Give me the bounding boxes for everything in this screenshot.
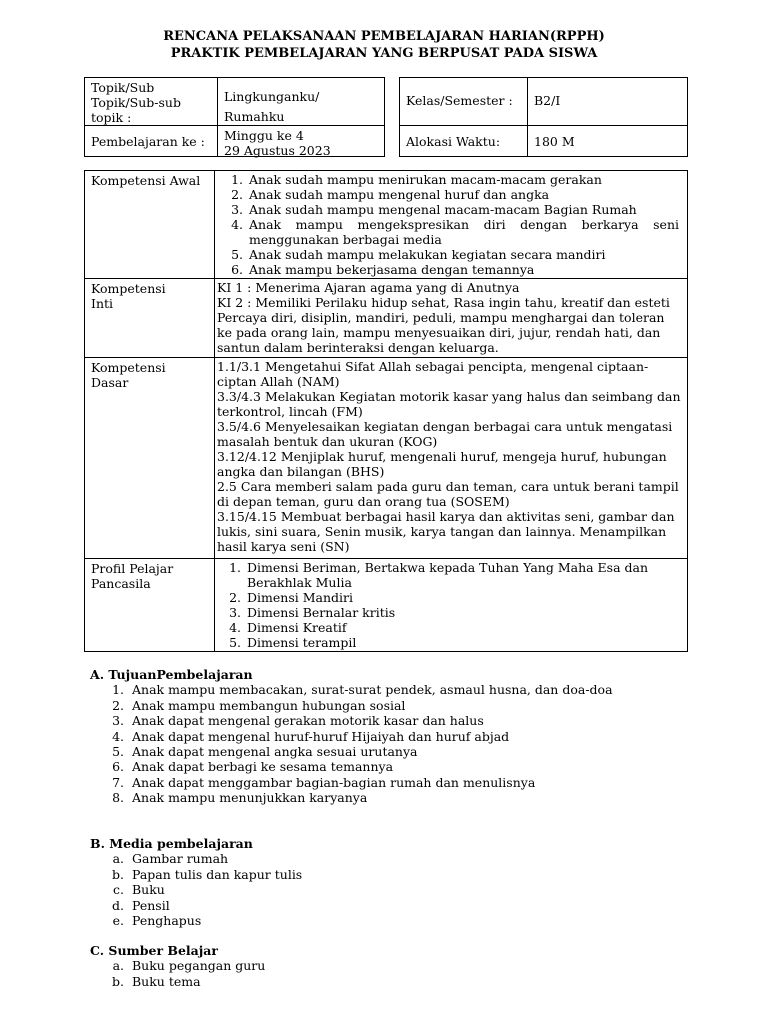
ki2-text: KI 2 : Memiliki Perilaku hidup sehat, Rasa ingin tahu, kreatif dan esteti Percaya diri, disiplin, mandiri, peduli, mampu menghargai dan toleran ke pada orang lain, mampu menyesuaikan diri, jujur, rendah hati, dan santun dalam berinteraksi dengan keluarga. [217, 295, 670, 355]
list-item: 4. Anak dapat mengenal huruf-huruf Hijaiyah dan huruf abjad [112, 728, 510, 744]
pembelajaran-value [217, 125, 385, 157]
list-item: a. Gambar rumah [112, 851, 229, 867]
topik-value-line1: Lingkunganku/ [224, 89, 320, 104]
list-item: e. Penghapus [112, 913, 202, 929]
alokasi-label: Alokasi Waktu: [399, 125, 528, 157]
kd-item: 3.3/4.3 Melakukan Kegiatan motorik kasar yang halus dan seimbang dan terkontrol, lincah (FM) [217, 389, 681, 419]
kompetensi-inti-label [84, 278, 215, 358]
topik-value-line2: Rumahku [224, 109, 285, 124]
kompetensi-inti-label-line1: Kompetensi [91, 281, 166, 296]
kompetensi-dasar-label-line1: Kompetensi [91, 360, 166, 375]
list-item: 4. Dimensi Kreatif [229, 620, 347, 635]
document-subtitle: PRAKTIK PEMBELAJARAN YANG BERPUSAT PADA SISWA [170, 46, 598, 61]
kompetensi-awal-content [214, 170, 688, 279]
profil-label-line1: Profil Pelajar [91, 561, 174, 576]
list-item: 6. Anak dapat berbagi ke sesama temannya [112, 759, 394, 775]
profil-label-line2: Pancasila [91, 576, 151, 591]
kelas-value: B2/I [527, 77, 688, 126]
list-item: 7. Anak dapat menggambar bagian-bagian rumah dan menulisnya [112, 774, 536, 790]
list-item: 3. Dimensi Bernalar kritis [229, 605, 396, 620]
list-item: 2. Anak sudah mampu mengenal huruf dan angka [231, 187, 550, 202]
list-item: 5. Anak dapat mengenal angka sesuai urutanya [112, 744, 418, 760]
list-item: 2. Anak mampu membangun hubungan sosial [112, 697, 406, 713]
list-item: c. Buku [113, 882, 165, 898]
list-item: 6. Anak mampu bekerjasama dengan temannya [231, 262, 535, 277]
tujuan-title: A. TujuanPembelajaran [90, 667, 253, 682]
list-item: 3. Anak sudah mampu mengenal macam-macam Bagian Rumah [231, 202, 637, 217]
media-section [90, 836, 710, 928]
list-item: b. Buku tema [112, 973, 201, 989]
list-item: b. Papan tulis dan kapur tulis [112, 866, 303, 882]
pembelajaran-value-line2: 29 Agustus 2023 [224, 143, 331, 158]
list-item: 2. Dimensi Mandiri [229, 590, 353, 605]
profil-label [84, 558, 215, 652]
list-item: d. Pensil [112, 897, 170, 913]
topik-label: Topik/Sub Topik/Sub-sub topik : [84, 77, 218, 126]
tujuan-section [90, 667, 710, 806]
sumber-title: C. Sumber Belajar [90, 943, 218, 958]
document-title: RENCANA PELAKSANAAN PEMBELAJARAN HARIAN(RPPH) [163, 29, 605, 44]
list-item: 1. Dimensi Beriman, Bertakwa kepada Tuhan Yang Maha Esa dan Berakhlak Mulia [229, 560, 649, 590]
topik-value [217, 77, 385, 126]
kd-item: 3.5/4.6 Menyelesaikan kegiatan dengan berbagai cara untuk mengatasi masalah bentuk dan ukuran (KOG) [217, 419, 673, 449]
kompetensi-dasar-label [84, 357, 215, 559]
kd-item: 3.12/4.12 Menjiplak huruf, mengenali huruf, mengeja huruf, hubungan angka dan bilangan (BHS) [217, 449, 667, 479]
list-item: 8. Anak mampu menunjukkan karyanya [112, 790, 368, 806]
kd-item: 1.1/3.1 Mengetahui Sifat Allah sebagai pencipta, mengenal ciptaan-ciptan Allah (NAM) [217, 359, 649, 389]
list-item: 5. Dimensi terampil [229, 635, 357, 650]
sumber-section [90, 943, 710, 989]
list-item: 3. Anak dapat mengenal gerakan motorik kasar dan halus [112, 713, 484, 729]
list-item: 1. Anak sudah mampu menirukan macam-macam gerakan [231, 172, 602, 187]
media-title: B. Media pembelajaran [90, 836, 253, 851]
ki1-text: KI 1 : Menerima Ajaran agama yang di Anutnya [217, 280, 520, 295]
kd-item: 2.5 Cara memberi salam pada guru dan teman, cara untuk berani tampil di depan teman, guru dan orang tua (SOSEM) [217, 479, 679, 509]
list-item: 4. Anak mampu mengekspresikan diri dengan berkarya seni menggunakan berbagai media [231, 217, 679, 247]
kompetensi-inti-label-line2: Inti [91, 296, 114, 311]
kelas-label: Kelas/Semester : [399, 77, 528, 126]
kd-item: 3.15/4.15 Membuat berbagai hasil karya dan aktivitas seni, gambar dan lukis, sini suara, Senin musik, karya tangan dan lainnya. Menampilkan hasil karya seni (SN) [217, 509, 675, 554]
list-item: 5. Anak sudah mampu melakukan kegiatan secara mandiri [231, 247, 606, 262]
kompetensi-dasar-content [214, 357, 688, 559]
kompetensi-dasar-label-line2: Dasar [91, 375, 129, 390]
pembelajaran-label: Pembelajaran ke : [84, 125, 218, 157]
kompetensi-awal-label: Kompetensi Awal [84, 170, 215, 279]
list-item: a. Buku pegangan guru [112, 958, 266, 974]
list-item: 1. Anak mampu membacakan, surat-surat pendek, asmaul husna, dan doa-doa [112, 682, 613, 698]
profil-content [214, 558, 688, 652]
pembelajaran-value-line1: Minggu ke 4 [224, 128, 304, 143]
kompetensi-inti-content [214, 278, 688, 358]
alokasi-value: 180 M [527, 125, 688, 157]
